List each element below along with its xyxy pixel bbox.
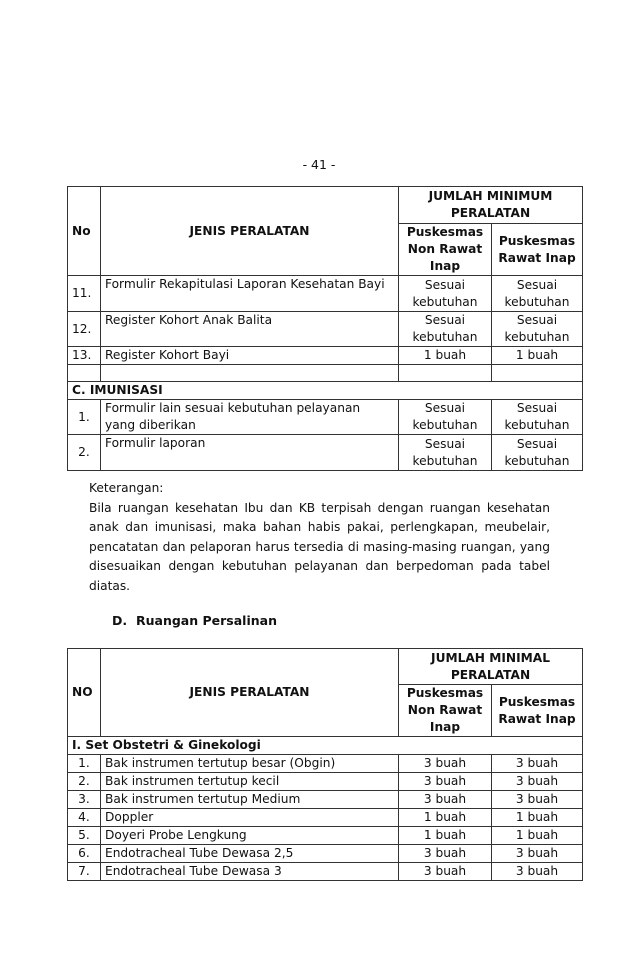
row-no: 3. bbox=[68, 791, 101, 809]
page-number: - 41 - bbox=[302, 157, 336, 172]
section-obstetri-title: I. Set Obstetri & Ginekologi bbox=[68, 737, 583, 755]
row-rawat: 1 buah bbox=[492, 827, 583, 845]
header-jumlah-minimum: JUMLAH MINIMUM PERALATAN bbox=[399, 187, 583, 224]
table-row bbox=[68, 276, 583, 312]
row-item: Formulir Rekapitulasi Laporan Kesehatan Bayi bbox=[101, 276, 399, 312]
row-non-rawat: Sesuai kebutuhan bbox=[399, 435, 492, 471]
row-rawat: 1 buah bbox=[492, 809, 583, 827]
section-d-heading bbox=[112, 613, 277, 628]
header-jenis-peralatan: JENIS PERALATAN bbox=[101, 187, 399, 276]
header-rawat-inap: Puskesmas Rawat Inap bbox=[492, 224, 583, 276]
row-non-rawat: 3 buah bbox=[399, 845, 492, 863]
header-rawat-inap: Puskesmas Rawat Inap bbox=[492, 685, 583, 737]
table-row bbox=[68, 809, 583, 827]
table-row bbox=[68, 435, 583, 471]
row-non-rawat: 1 buah bbox=[399, 827, 492, 845]
row-no: 2. bbox=[68, 435, 101, 471]
row-item: Doppler bbox=[101, 809, 399, 827]
row-non-rawat: 3 buah bbox=[399, 773, 492, 791]
row-rawat: 3 buah bbox=[492, 845, 583, 863]
row-rawat: 3 buah bbox=[492, 863, 583, 881]
row-rawat: 3 buah bbox=[492, 755, 583, 773]
row-no: 1. bbox=[68, 400, 101, 435]
header-no: No bbox=[68, 187, 101, 276]
row-no: 4. bbox=[68, 809, 101, 827]
row-no: 6. bbox=[68, 845, 101, 863]
row-no: 13. bbox=[68, 347, 101, 365]
row-item: Endotracheal Tube Dewasa 3 bbox=[101, 863, 399, 881]
table-row bbox=[68, 400, 583, 435]
row-item: Formulir lain sesuai kebutuhan pelayanan yang diberikan bbox=[101, 400, 399, 435]
row-rawat: Sesuai kebutuhan bbox=[492, 276, 583, 312]
table-row bbox=[68, 791, 583, 809]
row-rawat: 3 buah bbox=[492, 791, 583, 809]
keterangan-body: Bila ruangan kesehatan Ibu dan KB terpisah dengan ruangan kesehatan anak dan imunisasi, maka bahan habis pakai, perlengkapan, meubelair, pencatatan dan pelaporan harus tersedia di masing-masing ruangan, yang disesuaikan dengan kebutuhan pelayanan dan berpedoman pada tabel diatas. bbox=[89, 500, 550, 593]
row-non-rawat: 3 buah bbox=[399, 863, 492, 881]
row-no: 12. bbox=[68, 312, 101, 347]
header-non-rawat-inap: Puskesmas Non Rawat Inap bbox=[399, 685, 492, 737]
row-item: Register Kohort Bayi bbox=[101, 347, 399, 365]
keterangan-note bbox=[89, 479, 550, 596]
table-row bbox=[68, 755, 583, 773]
row-rawat: Sesuai kebutuhan bbox=[492, 435, 583, 471]
header-jumlah-minimal: JUMLAH MINIMAL PERALATAN bbox=[399, 649, 583, 685]
header-jenis-peralatan: JENIS PERALATAN bbox=[101, 649, 399, 737]
row-item: Endotracheal Tube Dewasa 2,5 bbox=[101, 845, 399, 863]
table-row bbox=[68, 773, 583, 791]
equipment-table-2 bbox=[67, 648, 583, 881]
row-non-rawat: 1 buah bbox=[399, 809, 492, 827]
row-rawat: Sesuai kebutuhan bbox=[492, 312, 583, 347]
equipment-table-1 bbox=[67, 186, 583, 471]
table-row bbox=[68, 827, 583, 845]
row-rawat: 1 buah bbox=[492, 347, 583, 365]
row-item: Bak instrumen tertutup kecil bbox=[101, 773, 399, 791]
header-non-rawat-inap: Puskesmas Non Rawat Inap bbox=[399, 224, 492, 276]
row-item: Formulir laporan bbox=[101, 435, 399, 471]
row-no: 11. bbox=[68, 276, 101, 312]
row-non-rawat: 3 buah bbox=[399, 791, 492, 809]
table-row bbox=[68, 863, 583, 881]
row-no: 7. bbox=[68, 863, 101, 881]
row-non-rawat: 3 buah bbox=[399, 755, 492, 773]
header-no: NO bbox=[68, 649, 101, 737]
row-no: 1. bbox=[68, 755, 101, 773]
table-row bbox=[68, 347, 583, 365]
table-row bbox=[68, 845, 583, 863]
row-non-rawat: Sesuai kebutuhan bbox=[399, 400, 492, 435]
row-item: Bak instrumen tertutup besar (Obgin) bbox=[101, 755, 399, 773]
row-non-rawat: 1 buah bbox=[399, 347, 492, 365]
row-item: Bak instrumen tertutup Medium bbox=[101, 791, 399, 809]
row-item: Register Kohort Anak Balita bbox=[101, 312, 399, 347]
table-row bbox=[68, 312, 583, 347]
row-no: 5. bbox=[68, 827, 101, 845]
row-no: 2. bbox=[68, 773, 101, 791]
keterangan-title: Keterangan: bbox=[89, 481, 164, 495]
row-rawat: Sesuai kebutuhan bbox=[492, 400, 583, 435]
section-d-number: D. bbox=[112, 613, 128, 628]
section-d-title: Ruangan Persalinan bbox=[136, 613, 277, 628]
empty-row bbox=[68, 365, 583, 382]
row-non-rawat: Sesuai kebutuhan bbox=[399, 312, 492, 347]
row-rawat: 3 buah bbox=[492, 773, 583, 791]
section-c-title: C. IMUNISASI bbox=[68, 382, 583, 400]
row-item: Doyeri Probe Lengkung bbox=[101, 827, 399, 845]
row-non-rawat: Sesuai kebutuhan bbox=[399, 276, 492, 312]
